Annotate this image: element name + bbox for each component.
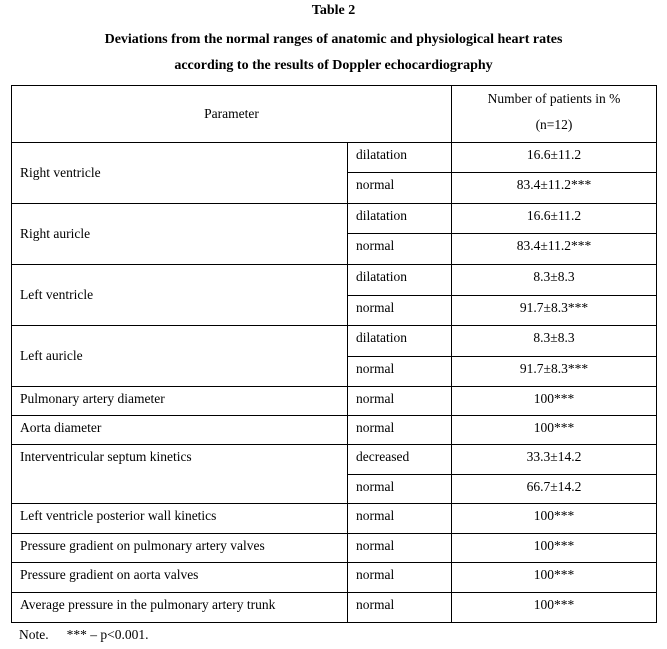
header-number-of-patients [452,86,657,143]
row-value: 66.7±14.2 [452,475,657,504]
row-value: 16.6±11.2 [452,143,657,173]
row-value: 100*** [452,563,657,593]
row-subparameter: decreased [348,445,452,475]
row-subparameter: normal [348,593,452,623]
row-subparameter: normal [348,416,452,445]
row-value: 100*** [452,416,657,445]
row-subparameter: normal [348,563,452,593]
row-subparameter: normal [348,504,452,534]
table-row [12,204,657,234]
row-label: Right auricle [12,204,348,265]
row-subparameter: normal [348,534,452,563]
row-subparameter: dilatation [348,204,452,234]
row-value: 100*** [452,593,657,623]
row-label: Aorta diameter [12,416,348,445]
row-subparameter: dilatation [348,326,452,357]
note-label: Note. [19,627,49,642]
row-label: Interventricular septum kinetics [12,445,348,504]
row-value: 100*** [452,534,657,563]
row-subparameter: normal [348,387,452,416]
row-subparameter: dilatation [348,265,452,296]
table-row [12,416,657,445]
row-value: 91.7±8.3*** [452,296,657,326]
table-row [12,326,657,357]
table-caption-line-2: according to the results of Doppler echocardiography [174,58,493,73]
row-label: Pressure gradient on aorta valves [12,563,348,593]
table-row [12,445,657,475]
table-row [12,143,657,173]
row-value: 83.4±11.2*** [452,234,657,265]
table-row [12,504,657,534]
row-label: Average pressure in the pulmonary artery trunk [12,593,348,623]
row-label: Left ventricle [12,265,348,326]
row-value: 33.3±14.2 [452,445,657,475]
row-label: Left ventricle posterior wall kinetics [12,504,348,534]
row-subparameter: normal [348,234,452,265]
row-subparameter: normal [348,173,452,204]
row-subparameter: normal [348,475,452,504]
table-row [12,534,657,563]
row-label: Left auricle [12,326,348,387]
row-label: Pulmonary artery diameter [12,387,348,416]
table-number: Table 2 [311,3,356,18]
table-row [12,563,657,593]
row-subparameter: normal [348,357,452,387]
table-row [12,593,657,623]
header-number-line-1: Number of patients in % [487,91,621,106]
row-label: Right ventricle [12,143,348,204]
row-value: 100*** [452,387,657,416]
row-subparameter: dilatation [348,143,452,173]
row-value: 16.6±11.2 [452,204,657,234]
table-footnote [19,627,149,643]
header-parameter: Parameter [12,86,452,143]
row-value: 8.3±8.3 [452,265,657,296]
header-row [12,86,657,143]
header-number-line-2: (n=12) [535,117,573,132]
table-row [12,265,657,296]
table-caption-line-1: Deviations from the normal ranges of anatomic and physiological heart rates [104,32,563,47]
row-value: 100*** [452,504,657,534]
row-label: Pressure gradient on pulmonary artery valves [12,534,348,563]
table-row [12,387,657,416]
results-table [11,85,657,623]
row-value: 8.3±8.3 [452,326,657,357]
row-value: 83.4±11.2*** [452,173,657,204]
note-text: *** – p<0.001. [66,627,149,642]
row-value: 91.7±8.3*** [452,357,657,387]
row-subparameter: normal [348,296,452,326]
